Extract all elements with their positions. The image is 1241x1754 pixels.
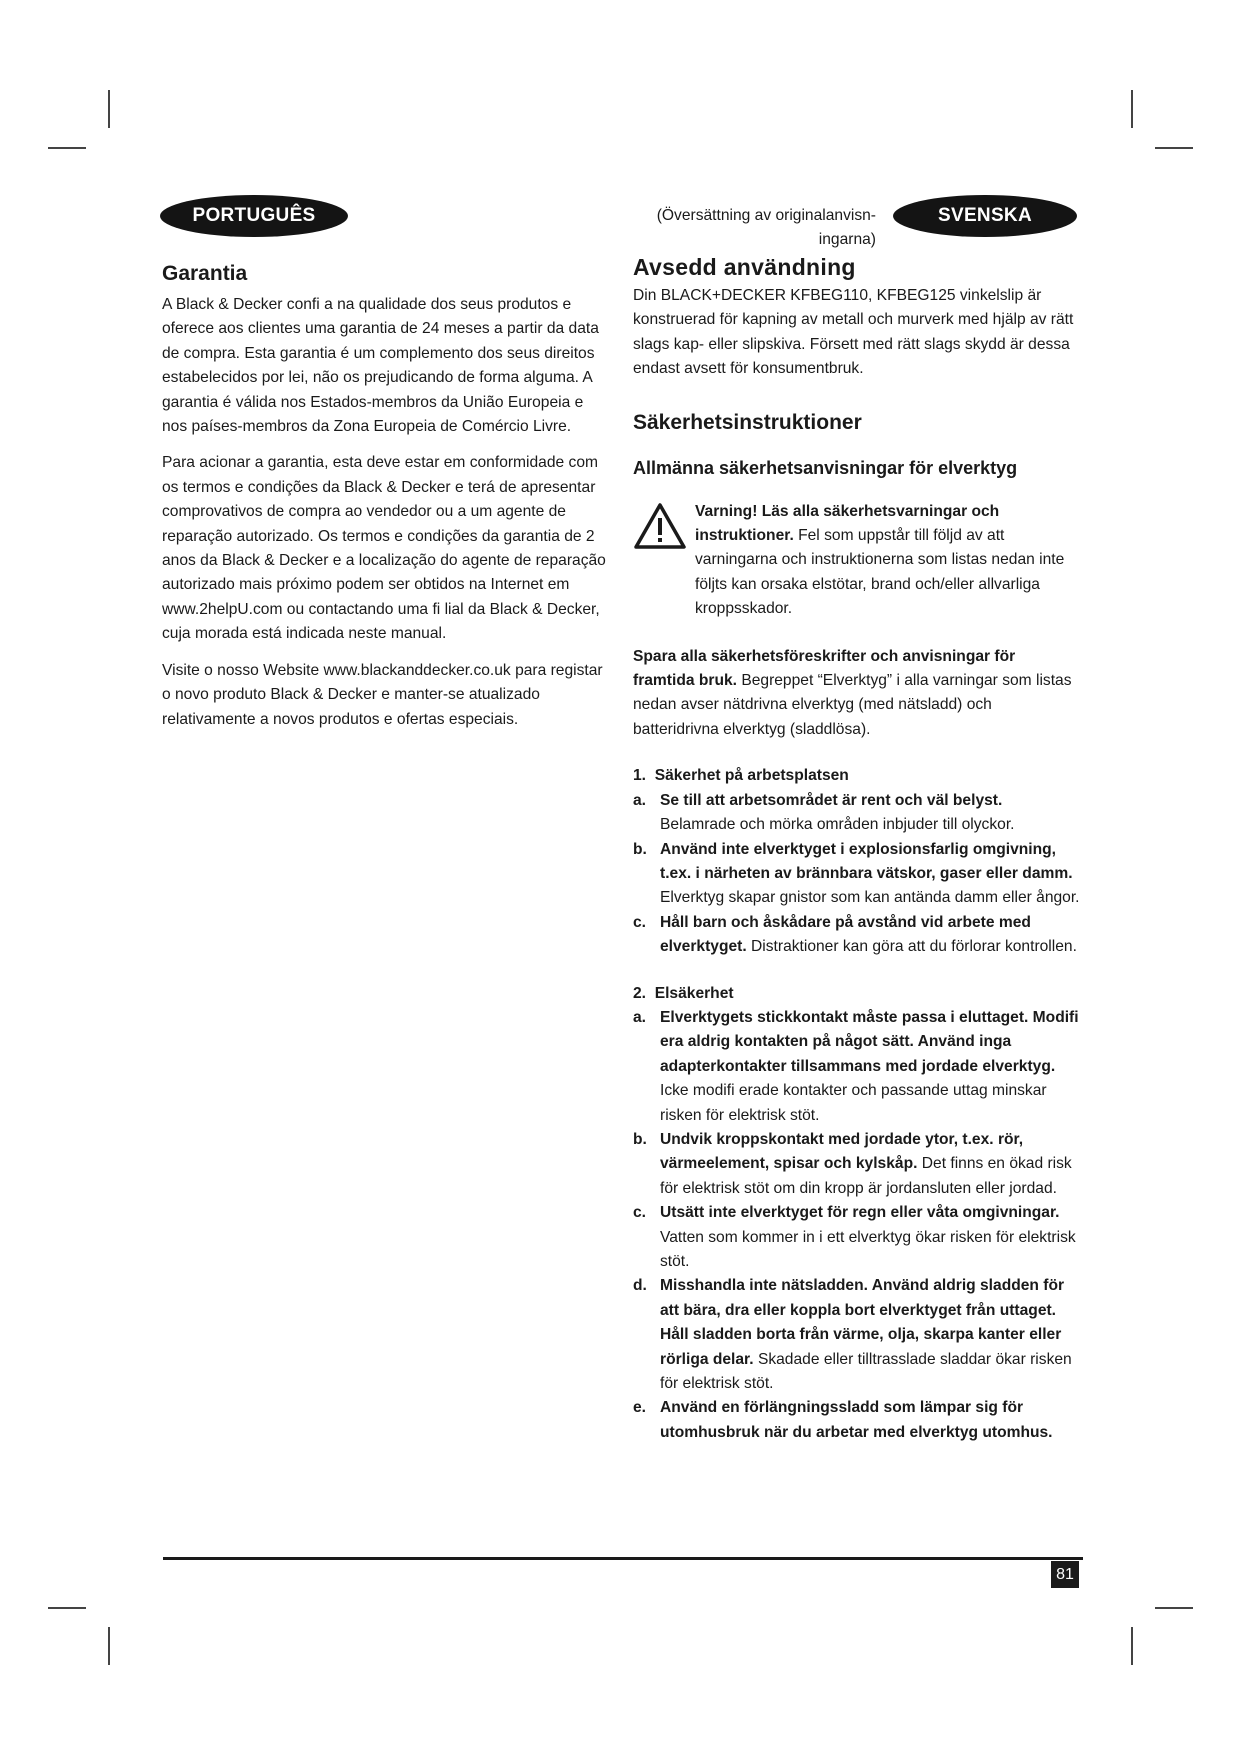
intended-use-heading: Avsedd användning: [633, 254, 856, 280]
item-text: Icke modifi erade kontakter och passande uttag minskar risken för elektrisk stöt.: [660, 1082, 1047, 1124]
crop-mark: [108, 1627, 110, 1665]
item-label: b.: [633, 840, 647, 858]
save-instructions: [633, 645, 1081, 743]
crop-mark: [1155, 147, 1193, 149]
save-body: Begreppet “Elverktyg” i alla varningar som listas nedan avser nätdrivna elverktyg (med nätsladd) och batteridrivna elverktyg (sladdlösa).: [633, 672, 1072, 738]
item-label: a.: [633, 791, 647, 809]
item-text: Elverktyg skapar gnistor som kan antända damm eller ångor.: [660, 889, 1080, 907]
crop-mark: [48, 147, 86, 149]
translation-note-line: (Översättning av originalanvisn-: [656, 207, 876, 224]
section-work-area: [633, 764, 1081, 959]
item-text: Skadade eller tilltrasslade sladdar ökar risken för elektrisk stöt.: [660, 1350, 1072, 1393]
crop-mark: [1131, 1627, 1133, 1665]
warning-triangle-icon: [633, 502, 687, 550]
item-bold: Håll barn och åskådare på avstånd vid arbete med elverktyget.: [660, 913, 1031, 956]
section-title-text: Säkerhet på arbetsplatsen: [654, 767, 849, 785]
footer-rule: [163, 1557, 1083, 1560]
item-label: d.: [633, 1277, 647, 1295]
list-item: [633, 1201, 1081, 1274]
item-label: e.: [633, 1399, 647, 1417]
crop-mark: [1131, 90, 1133, 128]
crop-mark: [48, 1607, 86, 1609]
warranty-paragraph: A Black & Decker confi a na qualidade dos seus produtos e oferece aos clientes uma garantia de 24 meses a partir da data de compra. Esta garantia é um complemento dos seus direitos estabelecidos por lei, não os prejudicando de forma alguma. A garantia é válida nos Estados-membros da União Europeia e nos países-membros da Zona Europeia de Comércio Livre.: [162, 296, 599, 436]
right-column: [633, 254, 1081, 1445]
section-number: 1.: [633, 767, 647, 785]
crop-mark: [1155, 1607, 1193, 1609]
item-text: Belamrade och mörka områden inbjuder till olyckor.: [660, 816, 1015, 834]
list-item: [633, 1006, 1081, 1128]
list-item: [633, 1274, 1081, 1396]
section-title: [633, 982, 1081, 1006]
section-number: 2.: [633, 984, 647, 1002]
save-bold: Spara alla säkerhetsföreskrifter och anvisningar för framtida bruk.: [633, 647, 1016, 690]
warning-bold: Varning! Läs alla säkerhetsvarningar och instruktioner.: [695, 502, 1000, 545]
section-title: [633, 764, 1081, 788]
translation-note-line: ingarna): [818, 231, 876, 249]
page-number: 81: [1051, 1561, 1079, 1588]
list-item: [633, 1128, 1081, 1201]
safety-heading: Säkerhetsinstruktioner: [633, 410, 862, 434]
item-bold: Utsätt inte elverktyget för regn eller våta omgivningar.: [660, 1204, 1060, 1222]
section-electrical-safety: [633, 982, 1081, 1446]
list-item: [633, 838, 1081, 911]
crop-mark: [108, 90, 110, 128]
warning-text: [695, 500, 1081, 622]
warranty-heading: Garantia: [162, 262, 248, 285]
item-text: Vatten som kommer in i ett elverktyg ökar risken för elektrisk stöt.: [660, 1228, 1076, 1270]
item-label: c.: [633, 913, 647, 931]
item-label: a.: [633, 1008, 647, 1026]
warning-block: [633, 500, 1081, 622]
section-title-text: Elsäkerhet: [654, 984, 734, 1002]
item-label: b.: [633, 1130, 647, 1148]
translation-note: [600, 204, 876, 253]
item-text: Det finns en ökad risk för elektrisk stöt om din kropp är jordansluten eller jordad.: [660, 1155, 1072, 1197]
left-column: [162, 261, 612, 732]
list-item: [633, 789, 1081, 838]
general-safety-heading: Allmänna säkerhetsanvisningar för elverktyg: [633, 457, 1018, 478]
item-bold: Misshandla inte nätsladden. Använd aldrig sladden för att bära, dra eller koppla bort elverktyget från uttaget. Håll sladden borta från värme, olja, skarpa kanter eller rörliga delar.: [660, 1277, 1065, 1368]
item-bold: Använd inte elverktyget i explosionsfarlig omgivning, t.ex. i närheten av brännbara vätskor, gaser eller damm.: [660, 840, 1073, 882]
warning-body: Fel som uppstår till följd av att varningarna och instruktionerna som listas nedan inte följts kan orsaka elstötar, brand och/eller allvarliga kroppsskador.: [695, 527, 1065, 618]
item-text: Distraktioner kan göra att du förlorar kontrollen.: [746, 938, 1077, 956]
item-bold: Elverktygets stickkontakt måste passa i eluttaget. Modifi era aldrig kontakten på något sätt. Använd inga adapterkontakter tillsammans med jordade elverktyg.: [660, 1008, 1079, 1075]
intended-use-paragraph: Din BLACK+DECKER KFBEG110, KFBEG125 vinkelslip är konstruerad för kapning av metall och murverk med hjälp av rätt slags kap- eller slipskiva. Försett med rätt slags skydd är dessa endast avsett för konsumentbruk.: [633, 287, 1074, 378]
list-item: [633, 911, 1081, 960]
item-label: c.: [633, 1204, 647, 1222]
item-bold: Se till att arbetsområdet är rent och väl belyst.: [660, 791, 1003, 809]
item-bold: Använd en förlängningssladd som lämpar sig för utomhusbruk när du arbetar med elverktyg utomhus.: [660, 1399, 1053, 1441]
item-bold: Undvik kroppskontakt med jordade ytor, t.ex. rör, värmeelement, spisar och kylskåp.: [660, 1130, 1024, 1173]
website-paragraph: Visite o nosso Website www.blackanddecker.co.uk para registar o novo produto Black & Decker e manter-se atualizado relativamente a novos produtos e ofertas especiais.: [162, 661, 603, 728]
language-tab-portuguese: PORTUGUÊS: [160, 195, 348, 237]
warranty-paragraph: Para acionar a garantia, esta deve estar em conformidade com os termos e condições da Black & Decker e terá de apresentar comprovativos de compra ao vendedor ou a um agente de reparação autorizado. Os termos e condições da garantia de 2 anos da Black & Decker e a localização do agente de reparação autorizado mais próximo podem ser obtidos na Internet em www.2helpU.com ou contactando uma fi lial da Black & Decker, cuja morada está indicada neste manual.: [162, 454, 606, 643]
list-item: [633, 1396, 1081, 1445]
language-tab-swedish: SVENSKA: [893, 195, 1077, 237]
